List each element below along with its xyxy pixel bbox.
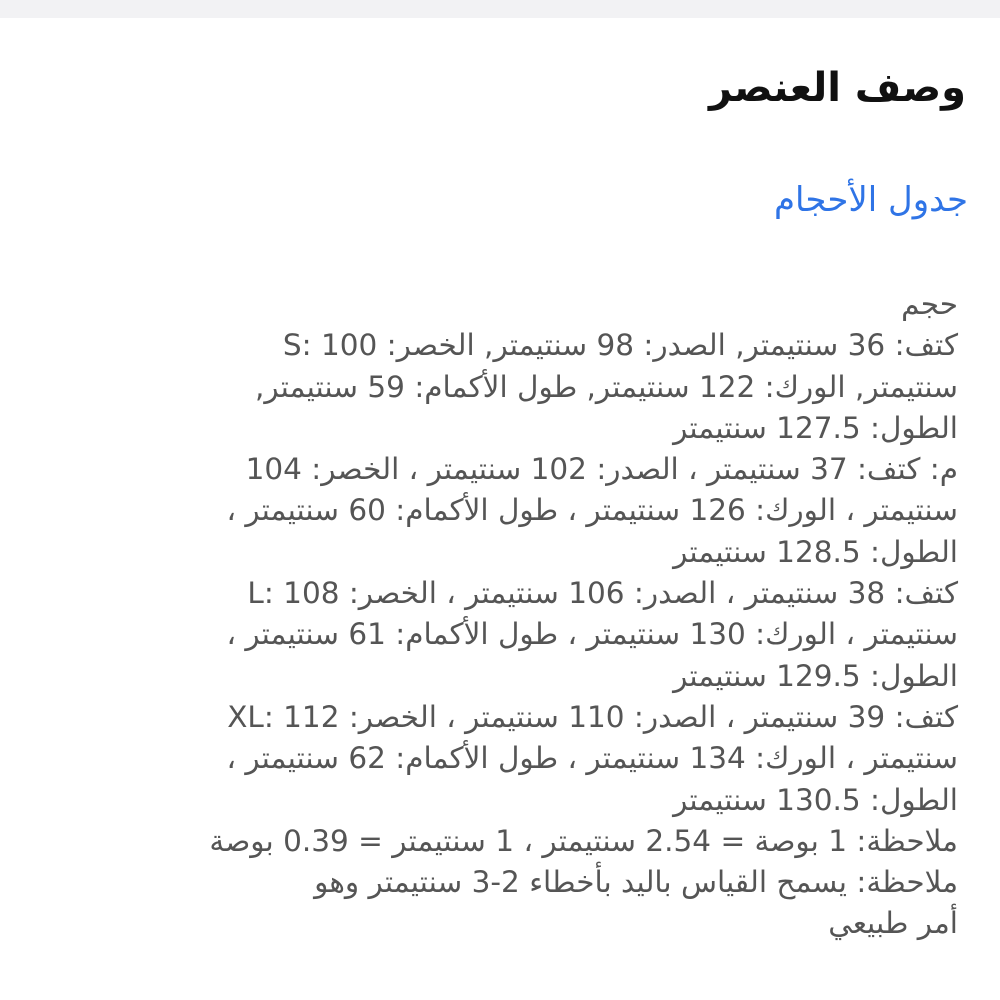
top-strip xyxy=(0,0,1000,18)
description-line: كتف: 38 سنتيمتر ، الصدر: 106 سنتيمتر ، الخصر: L: 108 xyxy=(247,576,958,611)
size-chart-link[interactable]: جدول الأحجام xyxy=(773,180,968,220)
description-line: الطول: 128.5 سنتيمتر xyxy=(673,534,958,569)
description-line: الطول: 130.5 سنتيمتر xyxy=(673,782,958,817)
description-line: حجم xyxy=(901,287,958,321)
description-line: سنتيمتر ، الورك: 126 سنتيمتر ، طول الأكمام: 60 سنتيمتر ، xyxy=(226,493,958,528)
item-description-text xyxy=(118,284,958,945)
description-line: ملاحظة: يسمح القياس باليد بأخطاء 2-3 سنتيمتر وهو xyxy=(314,865,958,900)
description-line: سنتيمتر, الورك: 122 سنتيمتر, طول الأكمام: 59 سنتيمتر, xyxy=(254,369,958,404)
description-line: سنتيمتر ، الورك: 130 سنتيمتر ، طول الأكمام: 61 سنتيمتر ، xyxy=(226,617,958,652)
description-line: ملاحظة: 1 بوصة = 2.54 سنتيمتر ، 1 سنتيمتر = 0.39 بوصة xyxy=(209,823,958,858)
description-line: أمر طبيعي xyxy=(828,906,958,941)
description-line: كتف: 39 سنتيمتر ، الصدر: 110 سنتيمتر ، الخصر: XL: 112 xyxy=(227,699,958,734)
description-line: كتف: 36 سنتيمتر, الصدر: 98 سنتيمتر, الخصر: S: 100 xyxy=(282,328,958,363)
item-description-page xyxy=(0,18,1000,1000)
description-line: م: كتف: 37 سنتيمتر ، الصدر: 102 سنتيمتر ، الخصر: 104 xyxy=(245,452,958,487)
description-line: سنتيمتر ، الورك: 134 سنتيمتر ، طول الأكمام: 62 سنتيمتر ، xyxy=(226,741,958,776)
section-title: وصف العنصر xyxy=(708,65,966,111)
description-line: الطول: 129.5 سنتيمتر xyxy=(673,658,958,693)
description-line: الطول: 127.5 سنتيمتر xyxy=(673,410,958,445)
